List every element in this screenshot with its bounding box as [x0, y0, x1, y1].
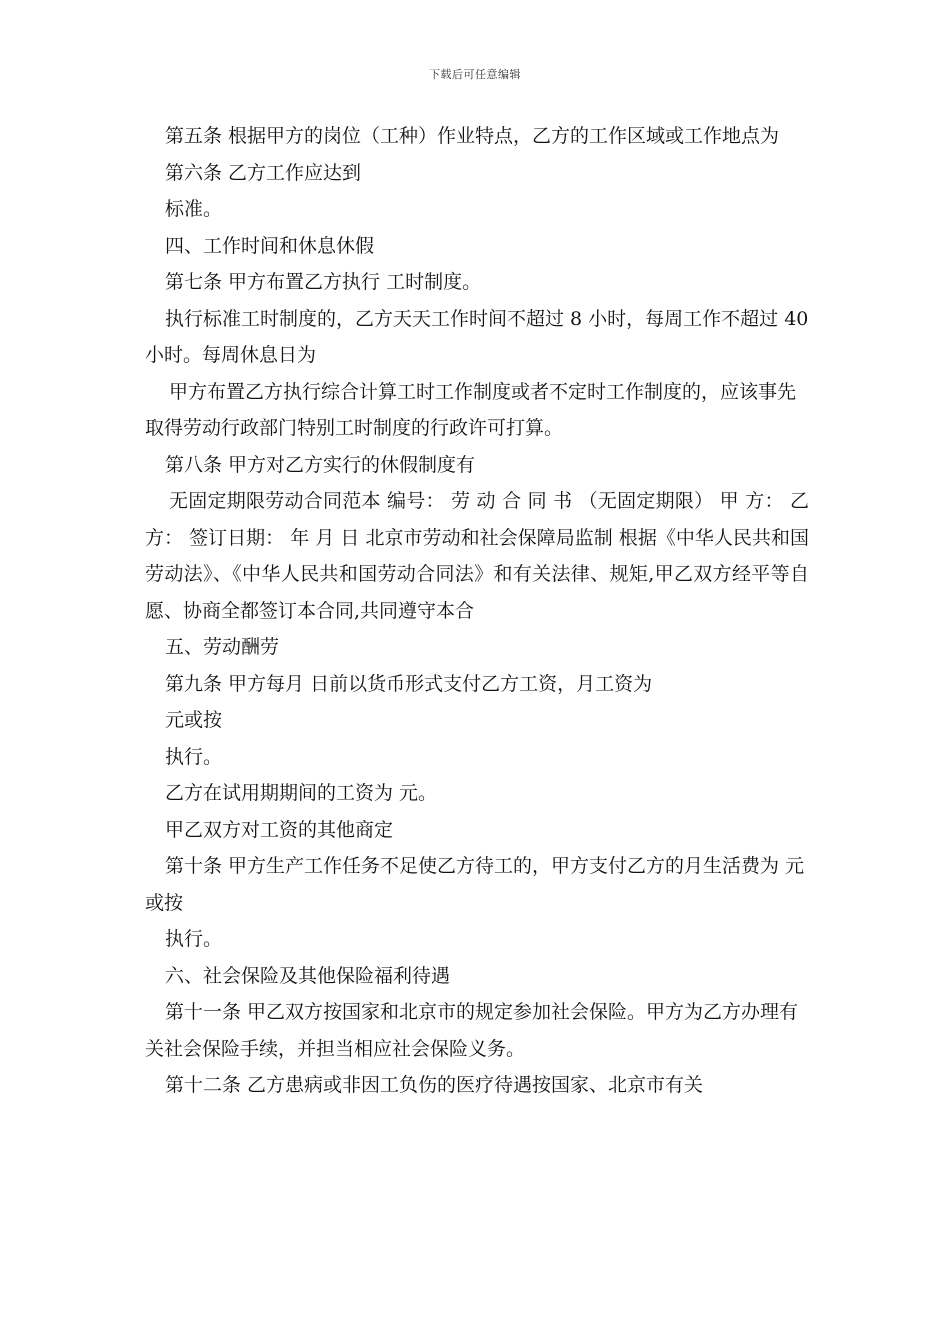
paragraph-yuan-or: 元或按 [165, 709, 223, 731]
paragraph-article-10: 第十条 甲方生产工作任务不足使乙方待工的，甲方支付乙方的月生活费为 元或按 [145, 855, 805, 914]
paragraph-article-12: 第十二条 乙方患病或非因工负伤的医疗待遇按国家、北京市有关 [165, 1074, 704, 1096]
paragraph-article-5: 第五条 根据甲方的岗位（工种）作业特点，乙方的工作区域或工作地点为 [165, 125, 780, 147]
paragraph-special-hours: 甲方布置乙方执行综合计算工时工作制度或者不定时工作制度的，应该事先取得劳动行政部门特别工时制度的行政许可打算。 [145, 380, 797, 439]
section-heading-work-hours: 四、工作时间和休息休假 [165, 234, 375, 257]
paragraph-article-6: 第六条 乙方工作应达到 [165, 161, 362, 184]
paragraph-article-11: 第十一条 甲乙双方按国家和北京市的规定参加社会保险。甲方为乙方办理有关社会保险手续，并担当相应社会保险义务。 [145, 1001, 799, 1060]
section-heading-remuneration: 五、劳动酬劳 [165, 636, 280, 658]
paragraph-execute-2: 执行。 [165, 928, 223, 950]
paragraph-contract-template: 无固定期限劳动合同范本 编号： 劳 动 合 同 书 （无固定期限） 甲 方： 乙 方： 签订日期： 年 月 日 北京市劳动和社会保障局监制 根据《中华人民共和国劳动法》、《中华人民共和国劳动合同法》和有关法律、规矩,甲乙双方经平等自愿、协商全都签订本合同,共同遵守本合 [145, 490, 809, 622]
paragraph-article-9: 第九条 甲方每月 日前以货币形式支付乙方工资，月工资为 [165, 672, 653, 695]
paragraph-standard: 标准。 [165, 198, 223, 220]
section-heading-social-insurance: 六、社会保险及其他保险福利待遇 [165, 964, 451, 987]
document-body [145, 118, 809, 1104]
page-header-note: 下载后可任意编辑 [429, 68, 521, 81]
paragraph-standard-hours: 执行标准工时制度的，乙方天天工作时间不超过 8 小时，每周工作不超过 40 小时。每周休息日为 [145, 307, 809, 366]
paragraph-other-wage-terms: 甲乙双方对工资的其他商定 [165, 818, 394, 841]
paragraph-article-8: 第八条 甲方对乙方实行的休假制度有 [165, 453, 476, 476]
paragraph-execute-1: 执行。 [165, 745, 223, 768]
paragraph-article-7: 第七条 甲方布置乙方执行 工时制度。 [165, 271, 482, 293]
paragraph-probation-wage: 乙方在试用期期间的工资为 元。 [165, 782, 438, 804]
